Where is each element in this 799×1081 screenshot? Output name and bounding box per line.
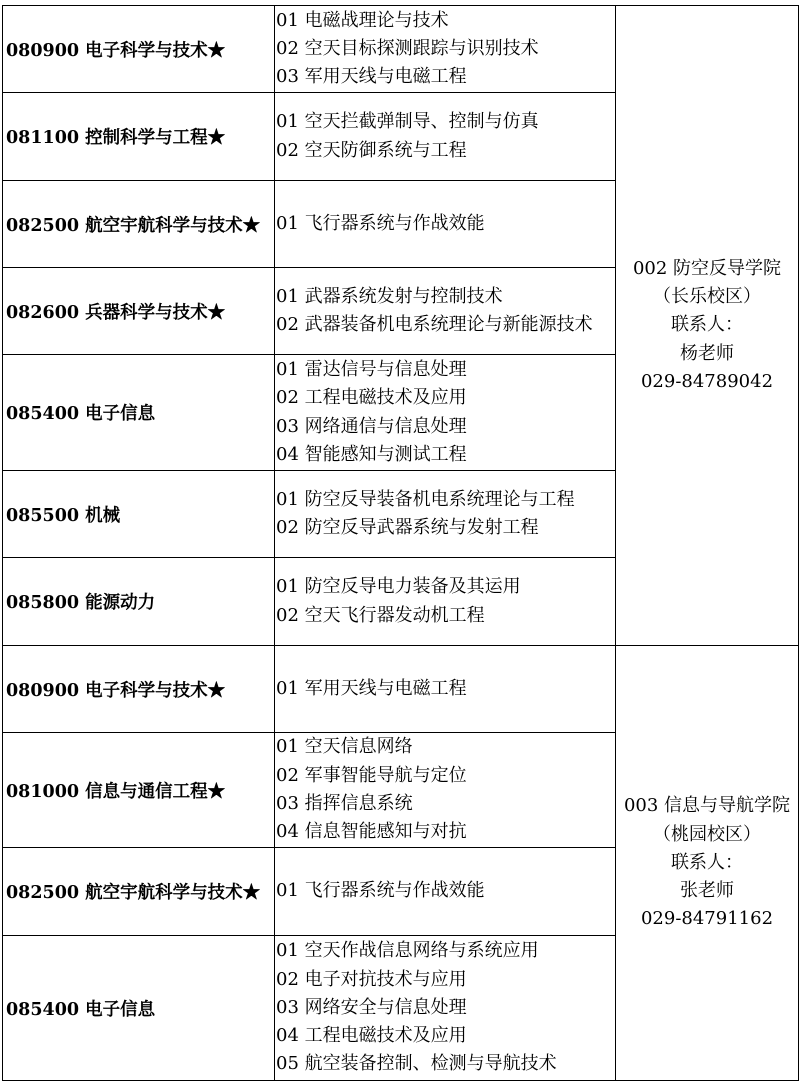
direction-item: 01 空天作战信息网络与系统应用 (276, 940, 539, 962)
directions-cell (275, 558, 616, 646)
contact-person: 张老师 (680, 880, 734, 902)
contact-phone: 029-84791162 (640, 908, 774, 930)
direction-item: 02 武器装备机电系统理论与新能源技术 (276, 314, 593, 335)
directions-cell (275, 181, 616, 268)
program-table (2, 5, 799, 1081)
directions-cell (275, 6, 616, 93)
major-cell: 085400 电子信息 (3, 355, 275, 471)
direction-item: 04 信息智能感知与对抗 (276, 821, 467, 843)
major-cell: 082600 兵器科学与技术★ (3, 268, 275, 355)
direction-item: 02 军事智能导航与定位 (276, 764, 467, 786)
direction-item: 01 军用天线与电磁工程 (276, 677, 467, 699)
direction-item: 01 防空反导装备机电系统理论与工程 (276, 488, 575, 510)
direction-item: 01 防空反导电力装备及其运用 (276, 576, 521, 598)
directions-cell (275, 93, 616, 181)
direction-item: 04 智能感知与测试工程 (276, 443, 467, 465)
contact-label: 联系人： (671, 851, 743, 873)
direction-item: 02 电子对抗技术与应用 (276, 968, 467, 990)
college-cell (616, 646, 799, 1081)
direction-item: 03 网络安全与信息处理 (276, 996, 467, 1018)
major-cell: 085500 机械 (3, 471, 275, 558)
direction-item: 01 武器系统发射与控制技术 (276, 285, 503, 307)
major-cell: 080900 电子科学与技术★ (3, 6, 275, 93)
major-cell: 085800 能源动力 (3, 558, 275, 646)
direction-item: 02 防空反导武器系统与发射工程 (276, 517, 539, 538)
college-name: 002 防空反导学院 (632, 257, 782, 279)
major-cell: 082500 航空宇航科学与技术★ (3, 848, 275, 936)
direction-item: 01 空天信息网络 (276, 736, 413, 758)
direction-item: 01 飞行器系统与作战效能 (276, 212, 485, 234)
direction-item: 05 航空装备控制、检测与导航技术 (276, 1053, 557, 1075)
major-cell: 081100 控制科学与工程★ (3, 93, 275, 181)
contact-phone: 029-84789042 (640, 370, 774, 392)
directions-cell (275, 268, 616, 355)
major-cell: 080900 电子科学与技术★ (3, 646, 275, 733)
direction-item: 03 军用天线与电磁工程 (276, 66, 467, 88)
directions-cell (275, 471, 616, 558)
direction-item: 03 网络通信与信息处理 (276, 415, 467, 437)
direction-item: 01 飞行器系统与作战效能 (276, 880, 485, 902)
direction-item: 02 空天防御系统与工程 (276, 139, 467, 161)
direction-item: 04 工程电磁技术及应用 (276, 1025, 467, 1047)
direction-item: 01 电磁战理论与技术 (276, 9, 449, 31)
direction-item: 03 指挥信息系统 (276, 793, 413, 814)
college-cell (616, 6, 799, 646)
contact-person: 杨老师 (680, 342, 734, 364)
contact-label: 联系人： (671, 314, 743, 336)
major-cell: 082500 航空宇航科学与技术★ (3, 181, 275, 268)
college-campus: （长乐校区） (653, 286, 761, 308)
direction-item: 02 空天飞行器发动机工程 (276, 604, 485, 626)
table-row (3, 6, 799, 93)
directions-cell (275, 733, 616, 848)
directions-cell (275, 646, 616, 733)
table-row (3, 646, 799, 733)
directions-cell (275, 936, 616, 1081)
directions-cell (275, 355, 616, 471)
major-cell: 081000 信息与通信工程★ (3, 733, 275, 848)
college-name: 003 信息与导航学院 (623, 795, 791, 817)
direction-item: 01 空天拦截弹制导、控制与仿真 (276, 111, 539, 133)
college-campus: （桃园校区） (653, 823, 761, 845)
direction-item: 02 工程电磁技术及应用 (276, 387, 467, 409)
directions-cell (275, 848, 616, 936)
direction-item: 02 空天目标探测跟踪与识别技术 (276, 37, 539, 59)
major-cell: 085400 电子信息 (3, 936, 275, 1081)
direction-item: 01 雷达信号与信息处理 (276, 358, 467, 380)
